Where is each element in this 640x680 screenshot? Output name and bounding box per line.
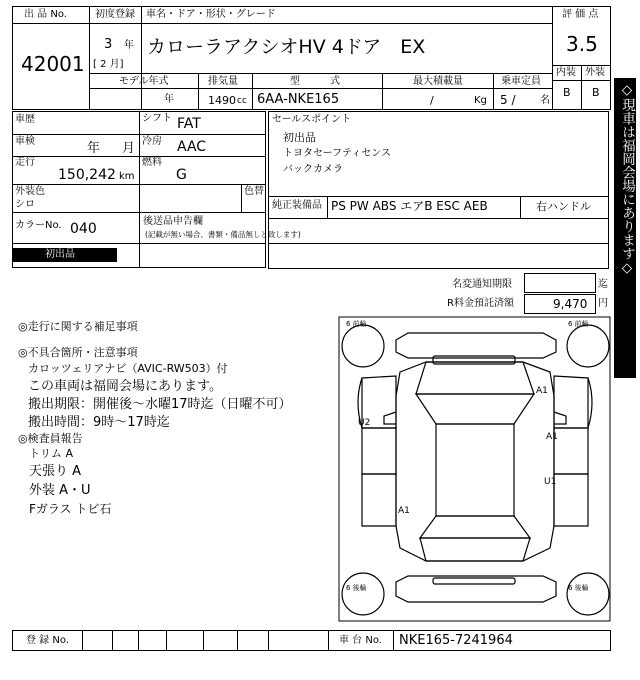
name-change-deadline-label: 名変通知期限 xyxy=(452,279,512,290)
tire-front-right xyxy=(567,325,609,367)
lot-label: 出 品 No. xyxy=(24,9,67,20)
max-load-slash: / xyxy=(430,94,434,107)
r-fee-label: R料金預託済額 xyxy=(447,298,514,309)
driving-notes-heading: ◎走行に関する補足事項 xyxy=(18,320,138,333)
tire-label-fl: 6 前輪 xyxy=(346,320,367,328)
mileage-label: 走行 xyxy=(15,157,35,168)
first-reg-label: 初度登録 xyxy=(95,9,135,20)
fuel-label: 燃料 xyxy=(142,157,162,168)
inspector-heading: ◎検査員報告 xyxy=(18,432,83,445)
location-sidebar xyxy=(614,78,636,378)
model-year-label: モデル年式 xyxy=(119,76,169,87)
inspector-line-1: トリム A xyxy=(29,447,74,460)
damage-mark-right-front-door: A1 xyxy=(546,432,558,442)
name-change-deadline-unit: 迄 xyxy=(598,279,608,290)
aftermarket-label: 後送品申告欄 xyxy=(143,216,203,227)
sales-points-frame xyxy=(268,111,609,269)
model-code: 6AA-NKE165 xyxy=(257,92,340,107)
chassis-number: NKE165-7241964 xyxy=(399,633,513,648)
tire-label-fr: 6 前輪 xyxy=(568,320,589,328)
footer-frame xyxy=(12,630,611,651)
exterior-label: 外装 xyxy=(585,67,605,78)
model-year-unit: 年 xyxy=(164,94,174,105)
equipment-value: PS PW ABS エアB ESC AEB xyxy=(331,199,488,213)
capacity-value: 5 / xyxy=(500,93,516,107)
damage-mark-left-rear: A1 xyxy=(398,506,410,516)
defect-line-1: カロッツェリアナビ（AVIC-RW503）付 xyxy=(28,362,228,375)
steering-value: 右ハンドル xyxy=(536,200,591,213)
defect-line-3: 搬出期限：開催後～水曜17時迄（日曜不可） xyxy=(28,397,292,412)
color-sub-label: 色替 xyxy=(244,186,264,197)
exterior-grade: B xyxy=(592,86,600,99)
displacement-label: 排気量 xyxy=(208,76,238,87)
max-load-label: 最大積載量 xyxy=(413,76,463,87)
inspection-year-unit: 年 xyxy=(87,141,101,156)
sales-point-3: バックカメラ xyxy=(283,164,343,175)
first-listing-badge: 初出品 xyxy=(13,248,117,262)
overall-grade: 3.5 xyxy=(566,32,598,56)
inspection-label: 車検 xyxy=(15,136,35,147)
first-reg-month: [ 2 月] xyxy=(93,59,124,70)
sales-point-2: トヨタセーフティセンス xyxy=(283,148,391,159)
ac-label: 冷房 xyxy=(142,136,162,147)
max-load-unit: Kg xyxy=(474,95,487,106)
color-no-label: カラーNo. xyxy=(15,220,62,231)
damage-mark-front-right: A1 xyxy=(536,386,548,396)
color-value: シロ xyxy=(15,199,35,210)
color-label: 外装色 xyxy=(15,186,45,197)
displacement-value: 1490 xyxy=(208,94,236,107)
defect-line-4: 搬出時間：9時～17時迄 xyxy=(28,415,170,430)
inspector-line-4: Fガラス トビ石 xyxy=(29,502,112,516)
mileage-value: 150,242 xyxy=(58,167,116,183)
inspector-line-2: 天張り A xyxy=(29,464,82,479)
chassis-label: 車 台 No. xyxy=(339,635,382,646)
fuel-value: G xyxy=(176,167,187,183)
damage-mark-left-front-door: U2 xyxy=(358,418,371,428)
damage-mark-right-rear-door: U1 xyxy=(544,477,557,487)
defect-line-2: この車両は福岡会場にあります。 xyxy=(28,379,222,394)
grade-label: 評 価 点 xyxy=(562,9,599,20)
interior-label: 内装 xyxy=(556,67,576,78)
aftermarket-note: (記載が無い場合、書類・備品無しと致します) xyxy=(145,230,301,239)
car-name-label: 車名・ドア・形状・グレード xyxy=(146,9,276,20)
car-name: カローラアクシオHV 4ドア EX xyxy=(147,36,426,58)
lot-number: 42001 xyxy=(21,52,85,76)
shift-value: FAT xyxy=(177,116,201,132)
car-condition-diagram xyxy=(338,316,612,623)
ac-value: AAC xyxy=(177,139,207,155)
name-change-deadline-box xyxy=(524,273,596,293)
tire-rear-left xyxy=(342,573,384,615)
sidebar-text: ◇現車は福岡会場にあります◇ xyxy=(619,82,635,276)
tire-front-left xyxy=(342,325,384,367)
shift-label: シフト xyxy=(142,113,172,124)
displacement-unit: cc xyxy=(237,96,247,106)
sales-point-1: 初出品 xyxy=(283,131,316,144)
mileage-unit: km xyxy=(119,171,135,182)
equipment-label: 純正装備品 xyxy=(272,200,322,211)
interior-grade: B xyxy=(563,86,571,99)
model-code-label: 型 式 xyxy=(290,76,340,87)
first-reg-year-unit: 年 xyxy=(124,40,134,51)
tire-label-rl: 6 後輪 xyxy=(346,584,367,592)
tire-rear-right xyxy=(567,573,609,615)
sales-points-label: セールスポイント xyxy=(272,114,352,125)
capacity-label: 乗車定員 xyxy=(501,76,541,87)
history-label: 車歴 xyxy=(15,114,35,125)
inspector-line-3: 外装 A・U xyxy=(29,483,91,498)
color-no-value: 040 xyxy=(70,221,97,237)
tire-label-rr: 6 後輪 xyxy=(568,584,589,592)
r-fee-value: 9,470 xyxy=(553,297,588,311)
r-fee-unit: 円 xyxy=(598,298,608,309)
inspection-month-unit: 月 xyxy=(122,141,136,156)
capacity-unit: 名 xyxy=(540,95,550,106)
reg-no-label: 登 録 No. xyxy=(26,635,69,646)
first-reg-year: 3 xyxy=(104,37,113,52)
defects-heading: ◎不具合箇所・注意事項 xyxy=(18,346,138,359)
